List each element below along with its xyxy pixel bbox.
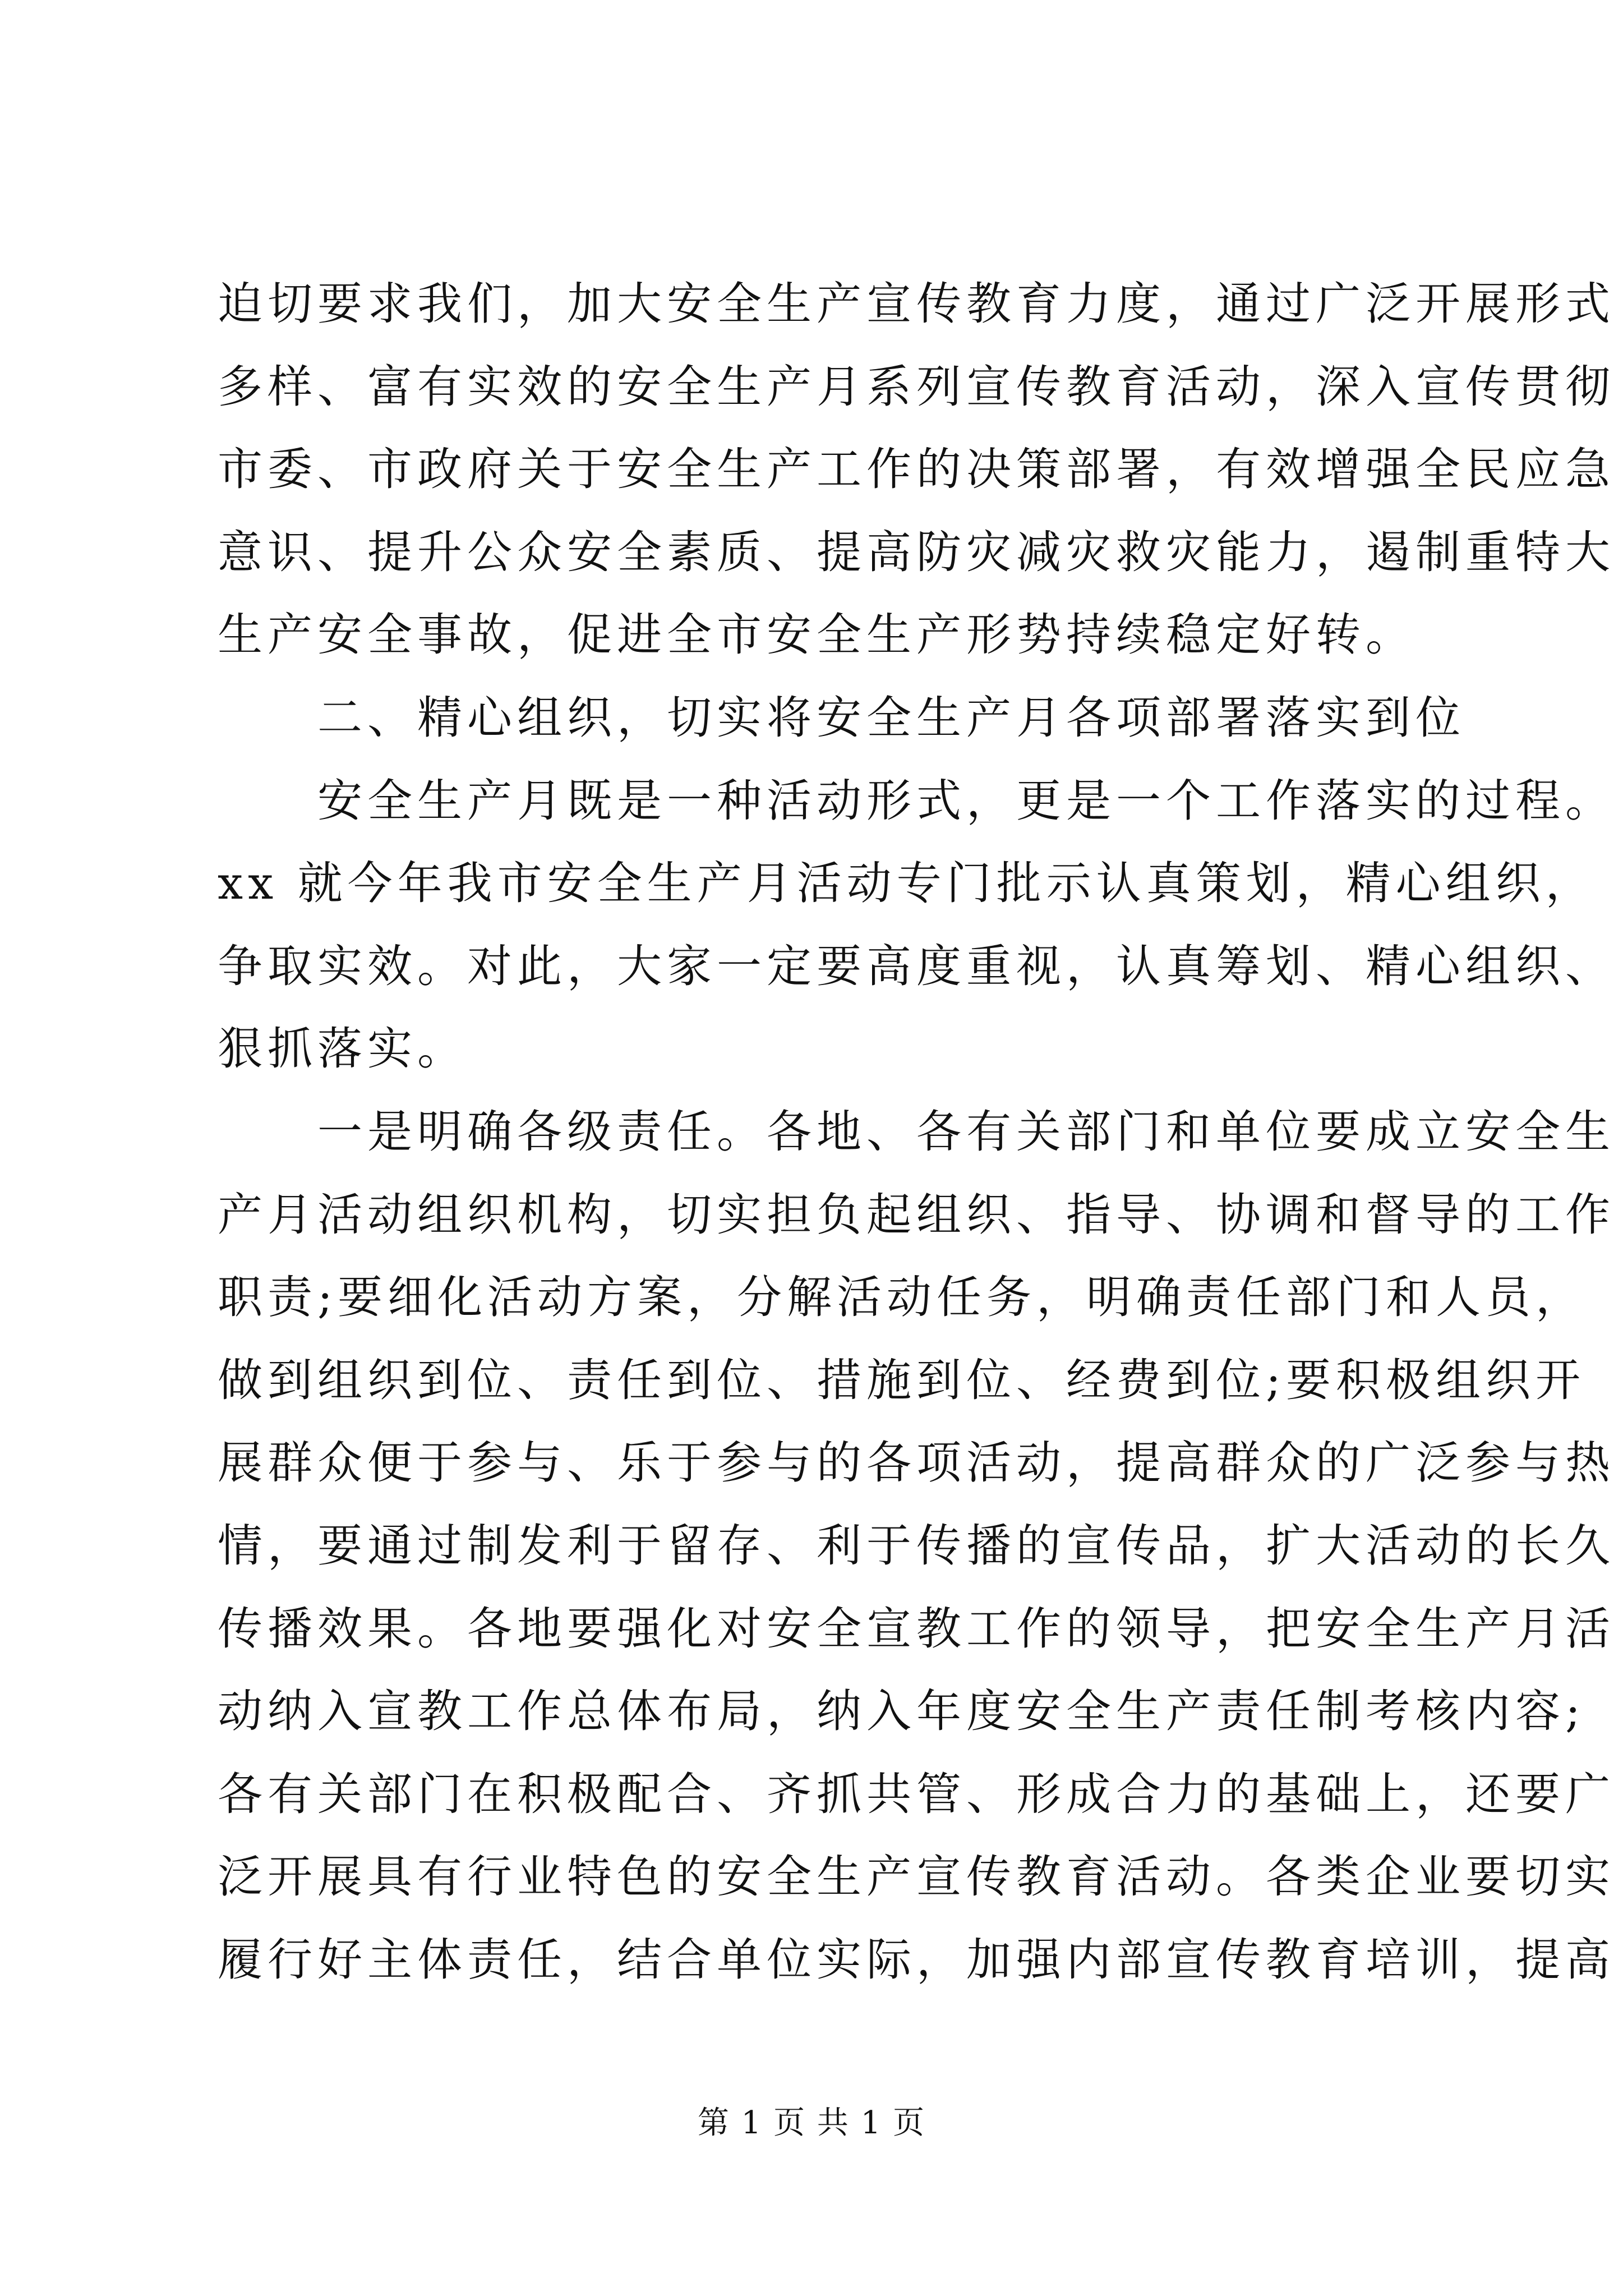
text-line: 做到组织到位、责任到位、措施到位、经费到位;要积极组织开 (218, 1354, 1585, 1406)
text-line: 争取实效。对此，大家一定要高度重视，认真筹划、精心组织、 (218, 940, 1615, 992)
text-line: 泛开展具有行业特色的安全生产宣传教育活动。各类企业要切实 (218, 1851, 1615, 1903)
text-line: 市委、市政府关于安全生产工作的决策部署，有效增强全民应急 (218, 443, 1615, 496)
text-line: 各有关部门在积极配合、齐抓共管、形成合力的基础上，还要广 (218, 1768, 1615, 1820)
text-line: 动纳入宣教工作总体布局，纳入年度安全生产责任制考核内容; (218, 1685, 1585, 1738)
text-line: 生产安全事故，促进全市安全生产形势持续稳定好转。 (218, 609, 1415, 661)
text-line: 安全生产月既是一种活动形式，更是一个工作落实的过程。 (218, 774, 1615, 827)
text-line: 迫切要求我们，加大安全生产宣传教育力度，通过广泛开展形式 (218, 278, 1615, 330)
page-number-footer: 第 1 页 共 1 页 (697, 2105, 926, 2141)
text-line: 传播效果。各地要强化对安全宣教工作的领导，把安全生产月活 (218, 1602, 1615, 1655)
text-line: 履行好主体责任，结合单位实际，加强内部宣传教育培训，提高 (218, 1933, 1615, 1986)
text-line: 意识、提升公众安全素质、提高防灾减灾救灾能力，遏制重特大 (218, 526, 1615, 578)
text-line: 职责;要细化活动方案，分解活动任务，明确责任部门和人员， (218, 1271, 1585, 1324)
document-body (218, 263, 1615, 2001)
text-line: 展群众便于参与、乐于参与的各项活动，提高群众的广泛参与热 (218, 1437, 1615, 1489)
text-line: 狠抓落实。 (218, 1023, 467, 1075)
text-line: 一是明确各级责任。各地、各有关部门和单位要成立安全生 (218, 1105, 1615, 1158)
text-line: xx 就今年我市安全生产月活动专门批示认真策划，精心组织， (218, 857, 1596, 910)
section-heading: 二、精心组织，切实将安全生产月各项部署落实到位 (218, 691, 1465, 744)
text-line: 多样、富有实效的安全生产月系列宣传教育活动，深入宣传贯彻 (218, 360, 1615, 413)
text-line: 情，要通过制发利于留存、利于传播的宣传品，扩大活动的长久 (218, 1519, 1615, 1572)
text-line: 产月活动组织机构，切实担负起组织、指导、协调和督导的工作 (218, 1188, 1615, 1241)
